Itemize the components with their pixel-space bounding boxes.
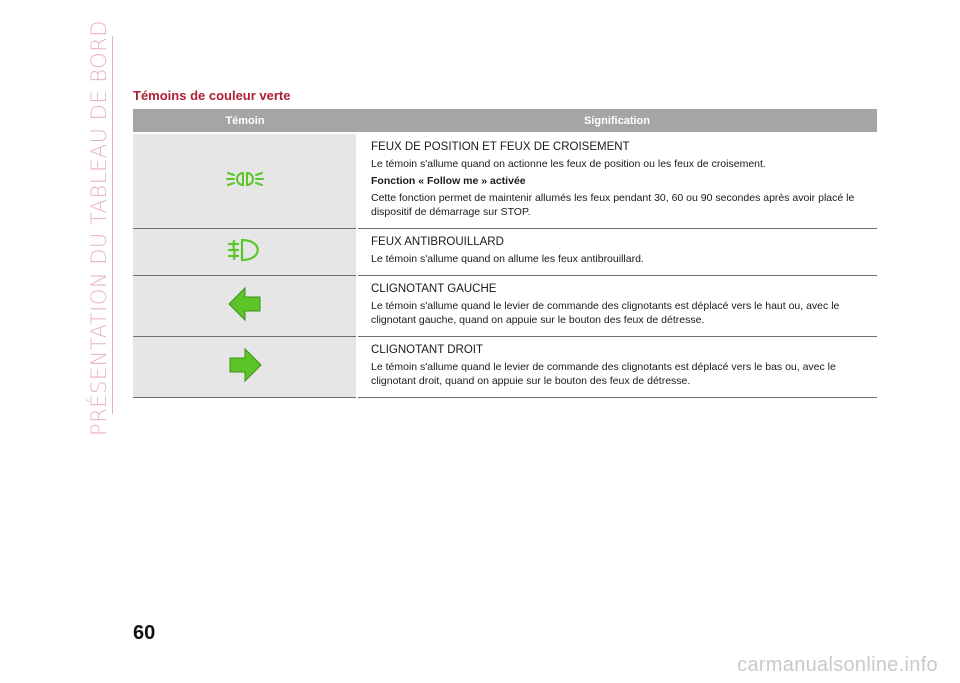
table-header-row xyxy=(133,109,877,133)
signal-description: Le témoin s'allume quand on allume les feux antibrouillard. xyxy=(371,253,644,265)
icon-cell xyxy=(133,276,357,337)
signal-description: Le témoin s'allume quand on actionne les feux de position ou les feux de croisement. xyxy=(371,158,766,170)
chapter-title-text: PRÉSENTATION DU TABLEAU DE BORD xyxy=(87,19,111,436)
text-cell xyxy=(357,133,877,229)
table-row xyxy=(133,133,877,229)
signal-title: CLIGNOTANT GAUCHE xyxy=(371,283,497,295)
chapter-title xyxy=(84,19,114,436)
table-row xyxy=(133,337,877,398)
left-arrow-icon xyxy=(228,286,262,327)
header-signification: Signification xyxy=(357,109,877,133)
icon-cell xyxy=(133,337,357,398)
signal-description: Le témoin s'allume quand le levier de commande des clignotants est déplacé vers le bas ou, avec le clignotant droit, quand on appuie sur le bouton des feux de détresse. xyxy=(371,361,836,387)
signal-subdescription: Cette fonction permet de maintenir allumés les feux pendant 30, 60 ou 90 secondes après avoir placé le dispositif de démarrage sur STOP. xyxy=(371,192,855,218)
page-number: 60 xyxy=(133,622,156,644)
right-arrow-icon xyxy=(228,347,262,388)
text-cell xyxy=(357,229,877,276)
icon-cell xyxy=(133,133,357,229)
table-row xyxy=(133,229,877,276)
watermark: carmanualsonline.info xyxy=(737,654,938,676)
position-lights-icon xyxy=(225,168,265,195)
section-title: Témoins de couleur verte xyxy=(133,88,291,103)
signal-title: FEUX ANTIBROUILLARD xyxy=(371,236,504,248)
text-cell xyxy=(357,337,877,398)
signals-table xyxy=(133,109,877,398)
signal-description: Le témoin s'allume quand le levier de commande des clignotants est déplacé vers le haut ou, avec le clignotant gauche, quand on appuie sur le bouton des feux de détresse. xyxy=(371,300,840,326)
front-fog-light-icon xyxy=(227,238,263,267)
signal-title: CLIGNOTANT DROIT xyxy=(371,344,484,356)
header-temoin: Témoin xyxy=(133,109,357,133)
signal-title: FEUX DE POSITION ET FEUX DE CROISEMENT xyxy=(371,141,630,153)
chapter-divider xyxy=(112,36,113,414)
signal-subheading: Fonction « Follow me » activée xyxy=(371,175,526,187)
text-cell xyxy=(357,276,877,337)
icon-cell xyxy=(133,229,357,276)
table-row xyxy=(133,276,877,337)
